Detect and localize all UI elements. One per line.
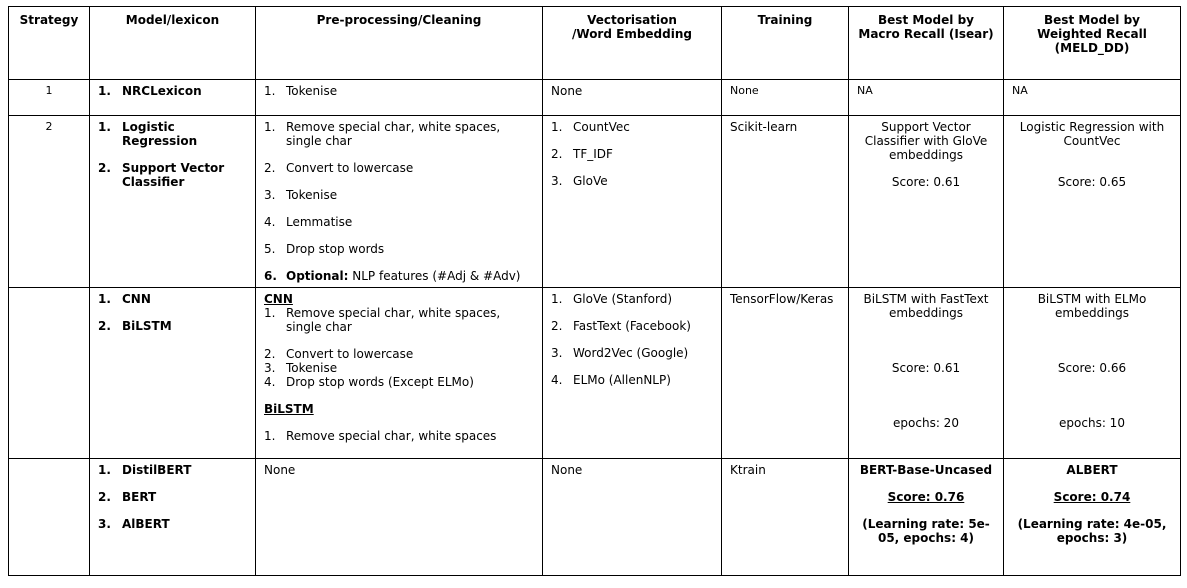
list-item: 3. AlBERT xyxy=(98,517,170,531)
list-item: 3. Word2Vec (Google) xyxy=(551,346,689,360)
epochs-text: epochs: 20 xyxy=(893,416,959,430)
list-item: 3. Tokenise xyxy=(264,188,338,202)
score-text: Score: 0.61 xyxy=(891,175,961,189)
training-cell: None xyxy=(722,80,849,116)
header-vectorisation: Vectorisation /Word Embedding xyxy=(543,7,722,80)
best-model-text: BERT-Base-Uncased xyxy=(859,463,993,477)
macro-recall-cell: NA xyxy=(849,80,1004,116)
weighted-recall-cell: NA xyxy=(1004,80,1181,116)
model-cell xyxy=(90,288,256,459)
list-item: 2. FastText (Facebook) xyxy=(551,319,691,333)
list-item: 2. BERT xyxy=(98,490,157,504)
model-cell xyxy=(90,80,256,116)
weighted-recall-cell xyxy=(1004,288,1181,459)
header-model: Model/lexicon xyxy=(90,7,256,80)
best-model-text: Support Vector Classifier with GloVe embeddings xyxy=(864,120,988,162)
list-item: 1. GloVe (Stanford) xyxy=(551,292,672,306)
score-text: Score: 0.74 xyxy=(1053,490,1131,504)
preprocessing-cell xyxy=(256,80,543,116)
params-text: (Learning rate: 5e-05, epochs: 4) xyxy=(862,517,990,545)
strategy-cell xyxy=(9,288,90,459)
bilstm-label: BiLSTM xyxy=(264,402,314,416)
header-strategy: Strategy xyxy=(9,7,90,80)
training-cell: Ktrain xyxy=(722,459,849,576)
header-row xyxy=(9,7,1181,80)
score-text: Score: 0.61 xyxy=(891,361,961,375)
list-item: 1. CNN xyxy=(98,292,151,306)
list-item: 1. NRCLexicon xyxy=(98,84,202,98)
header-training: Training xyxy=(722,7,849,80)
best-model-text: Logistic Regression with CountVec xyxy=(1019,120,1165,148)
list-item: 4. Drop stop words (Except ELMo) xyxy=(264,375,474,389)
list-item: 6. Optional: NLP features (#Adj & #Adv) xyxy=(264,269,521,283)
list-item: 1. DistilBERT xyxy=(98,463,192,477)
table-row xyxy=(9,288,1181,459)
training-cell: TensorFlow/Keras xyxy=(722,288,849,459)
params-text: (Learning rate: 4e-05, epochs: 3) xyxy=(1017,517,1167,545)
preprocessing-cell: None xyxy=(256,459,543,576)
epochs-text: epochs: 10 xyxy=(1059,416,1125,430)
list-item: 4. Lemmatise xyxy=(264,215,353,229)
score-text: Score: 0.66 xyxy=(1057,361,1127,375)
list-item: 2. TF_IDF xyxy=(551,147,613,161)
list-item: 3. Tokenise xyxy=(264,361,338,375)
score-text: Score: 0.76 xyxy=(887,490,965,504)
header-macro-recall: Best Model by Macro Recall (Isear) xyxy=(849,7,1004,80)
best-model-text: BiLSTM with ELMo embeddings xyxy=(1037,292,1147,320)
preprocessing-cell xyxy=(256,116,543,288)
cnn-label: CNN xyxy=(264,292,293,306)
macro-recall-cell xyxy=(849,459,1004,576)
table-row xyxy=(9,80,1181,116)
header-preprocessing: Pre-processing/Cleaning xyxy=(256,7,543,80)
model-cell xyxy=(90,116,256,288)
strategy-cell xyxy=(9,459,90,576)
training-cell: Scikit-learn xyxy=(722,116,849,288)
macro-recall-cell xyxy=(849,288,1004,459)
vectorisation-cell xyxy=(543,116,722,288)
strategy-cell: 1 xyxy=(9,80,90,116)
list-item: 1. Remove special char, white spaces, single char xyxy=(264,120,501,148)
header-weighted-recall: Best Model by Weighted Recall (MELD_DD) xyxy=(1004,7,1181,80)
vectorisation-cell xyxy=(543,288,722,459)
model-cell xyxy=(90,459,256,576)
macro-recall-cell xyxy=(849,116,1004,288)
preprocessing-cell xyxy=(256,288,543,459)
best-model-text: ALBERT xyxy=(1066,463,1118,477)
list-item: 1. CountVec xyxy=(551,120,630,134)
list-item: 4. ELMo (AllenNLP) xyxy=(551,373,671,387)
table-row xyxy=(9,459,1181,576)
list-item: 1. Remove special char, white spaces, single char xyxy=(264,306,501,334)
list-item: 2. Support Vector Classifier xyxy=(98,161,225,189)
table-row xyxy=(9,116,1181,288)
list-item: 2. BiLSTM xyxy=(98,319,172,333)
strategy-table xyxy=(8,6,1181,576)
vectorisation-cell: None xyxy=(543,80,722,116)
weighted-recall-cell xyxy=(1004,116,1181,288)
weighted-recall-cell xyxy=(1004,459,1181,576)
strategy-cell: 2 xyxy=(9,116,90,288)
vectorisation-cell: None xyxy=(543,459,722,576)
list-item: 3. GloVe xyxy=(551,174,608,188)
list-item: 2. Convert to lowercase xyxy=(264,161,414,175)
list-item: 1. Tokenise xyxy=(264,84,338,98)
list-item: 1. Logistic Regression xyxy=(98,120,198,148)
score-text: Score: 0.65 xyxy=(1057,175,1127,189)
best-model-text: BiLSTM with FastText embeddings xyxy=(863,292,989,320)
list-item: 1. Remove special char, white spaces xyxy=(264,429,497,443)
list-item: 5. Drop stop words xyxy=(264,242,385,256)
list-item: 2. Convert to lowercase xyxy=(264,347,414,361)
